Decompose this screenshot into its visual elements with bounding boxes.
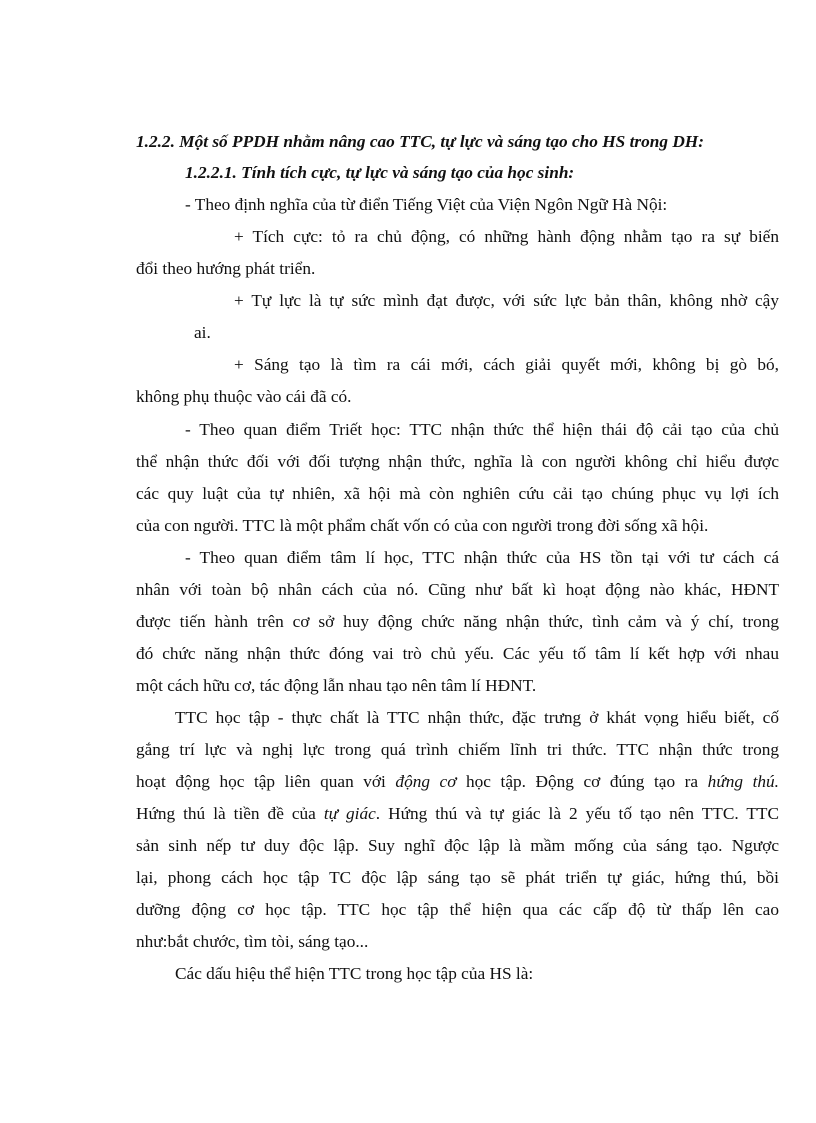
philosophy-line-4: của con người. TTC là một phẩm chất vốn có của con người trong đời sống xã hội. <box>136 516 709 535</box>
subsection-heading: 1.2.2.1. Tính tích cực, tự lực và sáng tạo của học sinh: <box>185 163 575 182</box>
text-span: học tập. Động cơ đúng tạo ra <box>456 772 708 791</box>
learning-line-3 <box>136 771 779 793</box>
learning-line-2: gắng trí lực và nghị lực trong quá trình chiếm lĩnh tri thức. TTC nhận thức trong <box>136 740 779 759</box>
learning-line-7: dưỡng động cơ học tập. TTC học tập thể hiện qua các cấp độ từ thấp lên cao <box>136 900 779 919</box>
psychology-line-3: được tiến hành trên cơ sở huy động chức năng nhận thức, tình cảm và ý chí, trong <box>136 612 779 631</box>
philosophy-line-2: thể nhận thức đối với đối tượng nhận thức, nghĩa là con người không chỉ hiểu được <box>136 452 779 471</box>
text-span: hoạt động học tập liên quan với <box>136 772 396 791</box>
psychology-line-5: một cách hữu cơ, tác động lẫn nhau tạo nên tâm lí HĐNT. <box>136 676 537 695</box>
emphasis-motive: động cơ <box>395 772 457 791</box>
learning-line-8: như:bắt chước, tìm tòi, sáng tạo... <box>136 932 369 951</box>
learning-line-4 <box>136 803 779 825</box>
text-span: Hứng thú là tiền đề của <box>136 804 324 823</box>
learning-line-1: TTC học tập - thực chất là TTC nhận thức, đặc trưng ở khát vọng hiểu biết, cố <box>175 708 779 727</box>
philosophy-line-3: các quy luật của tự nhiên, xã hội mà còn nghiên cứu cải tạo chúng phục vụ lợi ích <box>136 484 779 503</box>
intro-line: - Theo định nghĩa của từ điển Tiếng Việt của Viện Ngôn Ngữ Hà Nội: <box>185 195 668 214</box>
signs-intro: Các dấu hiệu thể hiện TTC trong học tập của HS là: <box>175 964 534 983</box>
section-heading: 1.2.2. Một số PPDH nhằm nâng cao TTC, tự lực và sáng tạo cho HS trong DH: <box>136 132 704 151</box>
learning-line-5: sản sinh nếp tư duy độc lập. Suy nghĩ độc lập là mầm mống của sáng tạo. Ngược <box>136 836 779 855</box>
psychology-line-2: nhân với toàn bộ nhân cách của nó. Cũng như bất kì hoạt động nào khác, HĐNT <box>136 580 779 599</box>
emphasis-interest: hứng thú. <box>707 772 779 791</box>
definition-creativity-line-2: không phụ thuộc vào cái đã có. <box>136 387 352 406</box>
philosophy-line-1: - Theo quan điểm Triết học: TTC nhận thức thể hiện thái độ cải tạo của chủ <box>185 420 779 439</box>
learning-line-6: lại, phong cách học tập TC độc lập sáng tạo sẽ phát triển tự giác, hứng thú, bồi <box>136 868 779 887</box>
psychology-line-4: đó chức năng nhận thức đóng vai trò chủ yếu. Các yếu tố tâm lí kết hợp với nhau <box>136 644 779 663</box>
text-span: . Hứng thú và tự giác là 2 yếu tố tạo nên TTC. TTC <box>375 804 779 823</box>
definition-self-reliance-line-1: + Tự lực là tự sức mình đạt được, với sức lực bản thân, không nhờ cậy <box>234 291 779 310</box>
emphasis-self-awareness: tự giác <box>323 804 376 823</box>
definition-self-reliance-line-2: ai. <box>194 323 211 342</box>
definition-positive-line-2: đổi theo hướng phát triển. <box>136 259 316 278</box>
definition-positive-line-1: + Tích cực: tỏ ra chủ động, có những hành động nhằm tạo ra sự biến <box>234 227 779 246</box>
psychology-line-1: - Theo quan điểm tâm lí học, TTC nhận thức của HS tồn tại với tư cách cá <box>185 548 779 567</box>
definition-creativity-line-1: + Sáng tạo là tìm ra cái mới, cách giải quyết mới, không bị gò bó, <box>234 355 779 374</box>
